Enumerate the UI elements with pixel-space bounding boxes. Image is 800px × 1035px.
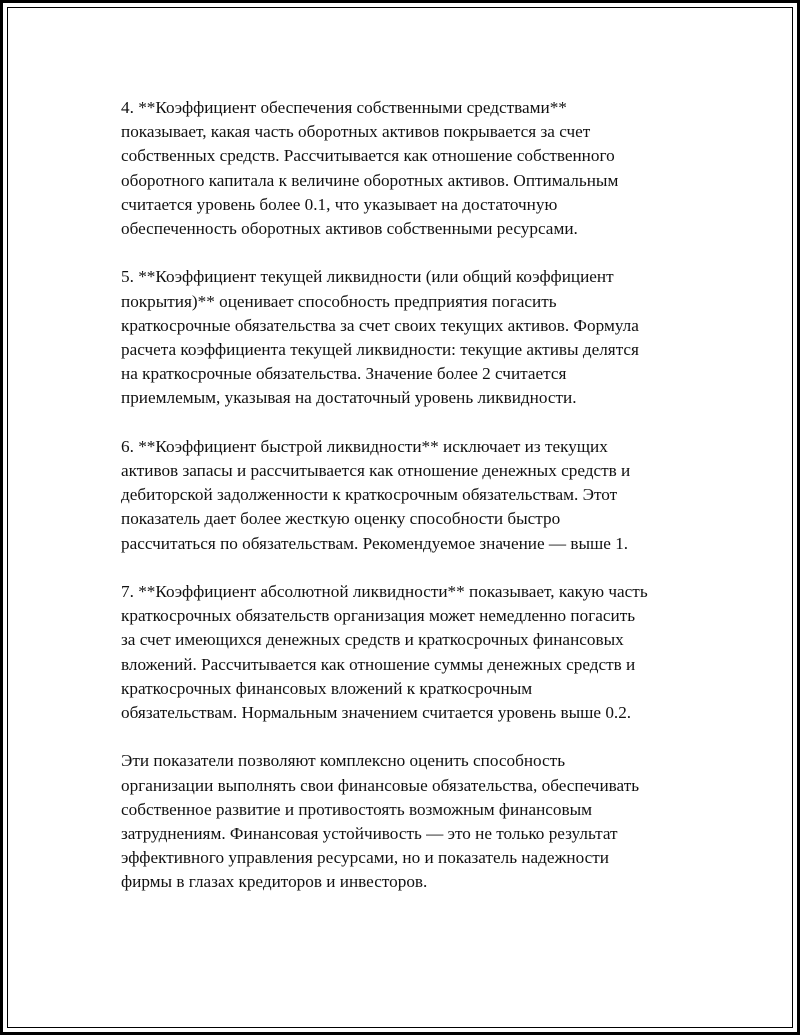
text-line: обязательствам. Нормальным значением считается уровень выше 0.2. bbox=[121, 703, 632, 723]
paragraph-conclusion bbox=[121, 749, 721, 894]
text-line: на краткосрочные обязательства. Значение более 2 считается bbox=[121, 364, 567, 384]
text-line: краткосрочных обязательств организация может немедленно погасить bbox=[121, 606, 636, 626]
text-line: оборотного капитала к величине оборотных активов. Оптимальным bbox=[121, 170, 619, 190]
document-body bbox=[121, 96, 721, 919]
text-line: за счет имеющихся денежных средств и краткосрочных финансовых bbox=[121, 630, 624, 650]
text-line: показатель дает более жесткую оценку способности быстро bbox=[121, 509, 561, 529]
paragraph-4 bbox=[121, 96, 721, 241]
text-line: 5. **Коэффициент текущей ликвидности (или общий коэффициент bbox=[121, 267, 614, 287]
text-line: собственных средств. Рассчитывается как отношение собственного bbox=[121, 146, 615, 166]
text-line: краткосрочных финансовых вложений к краткосрочным bbox=[121, 678, 533, 698]
text-line: считается уровень более 0.1, что указывает на достаточную bbox=[121, 194, 558, 214]
text-line: показывает, какая часть оборотных активов покрывается за счет bbox=[121, 122, 591, 142]
text-line: организации выполнять свои финансовые обязательства, обеспечивать bbox=[121, 775, 640, 795]
text-line: обеспеченность оборотных активов собственными ресурсами. bbox=[121, 219, 578, 239]
text-line: собственное развитие и противостоять возможным финансовым bbox=[121, 799, 593, 819]
text-line: активов запасы и рассчитывается как отношение денежных средств и bbox=[121, 461, 631, 481]
text-line: Эти показатели позволяют комплексно оценить способность bbox=[121, 751, 566, 771]
paragraph-6 bbox=[121, 435, 721, 556]
text-line: рассчитаться по обязательствам. Рекомендуемое значение — выше 1. bbox=[121, 533, 629, 553]
text-line: вложений. Рассчитывается как отношение суммы денежных средств и bbox=[121, 654, 636, 674]
paragraph-7 bbox=[121, 580, 721, 725]
text-line: 7. **Коэффициент абсолютной ликвидности** показывает, какую часть bbox=[121, 582, 648, 602]
text-line: покрытия)** оценивает способность предприятия погасить bbox=[121, 291, 557, 311]
text-line: фирмы в глазах кредиторов и инвесторов. bbox=[121, 872, 428, 892]
text-line: расчета коэффициента текущей ликвидности: текущие активы делятся bbox=[121, 340, 639, 360]
text-line: затруднениям. Финансовая устойчивость — это не только результат bbox=[121, 824, 618, 844]
text-line: 4. **Коэффициент обеспечения собственными средствами** bbox=[121, 98, 567, 117]
paragraph-5 bbox=[121, 265, 721, 410]
text-line: приемлемым, указывая на достаточный уровень ликвидности. bbox=[121, 388, 577, 408]
text-line: краткосрочные обязательства за счет своих текущих активов. Формула bbox=[121, 315, 639, 335]
text-line: эффективного управления ресурсами, но и показатель надежности bbox=[121, 848, 609, 868]
text-line: 6. **Коэффициент быстрой ликвидности** исключает из текущих bbox=[121, 436, 608, 456]
text-line: дебиторской задолженности к краткосрочным обязательствам. Этот bbox=[121, 485, 618, 505]
